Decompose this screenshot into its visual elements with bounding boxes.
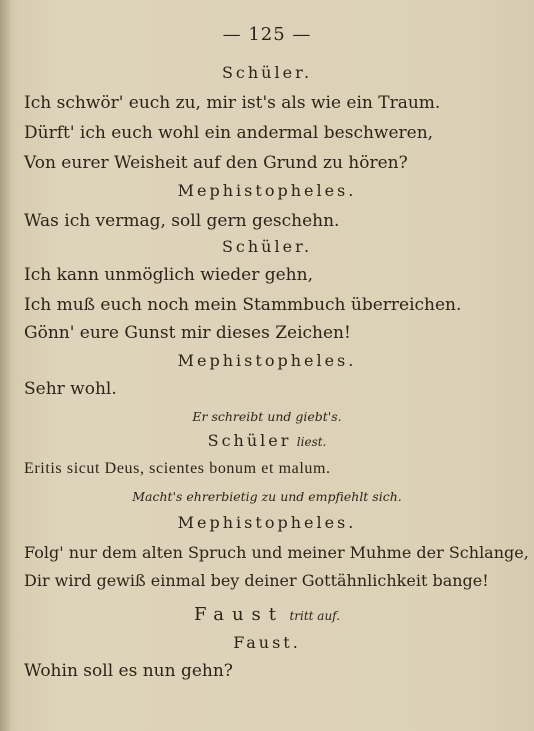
speaker-heading: Mephistopheles. xyxy=(177,181,357,200)
verse-line: Von eurer Weisheit auf den Grund zu hören? xyxy=(24,153,408,173)
speaker-with-direction xyxy=(0,604,534,627)
verse-line: Dürft' ich euch wohl ein andermal beschweren, xyxy=(24,123,434,143)
speaker-heading: Faust. xyxy=(233,633,301,652)
speaker-heading: Mephistopheles. xyxy=(177,351,357,370)
stage-direction: tritt auf. xyxy=(289,609,341,623)
speaker-heading: Faust xyxy=(193,604,285,625)
verse-line: Ich kann unmöglich wieder gehn, xyxy=(24,265,313,285)
speaker-heading: Schüler. xyxy=(221,63,313,82)
speaker-heading: Schüler xyxy=(207,431,292,450)
verse-line: Wohin soll es nun gehn? xyxy=(24,661,233,681)
speaker-with-direction xyxy=(0,430,534,453)
speaker-heading: Mephistopheles. xyxy=(177,513,357,532)
verse-line: Gönn' eure Gunst mir dieses Zeichen! xyxy=(24,323,351,343)
speaker-heading: Schüler. xyxy=(221,237,313,256)
verse-line: Ich schwör' euch zu, mir ist's als wie ein Traum. xyxy=(24,93,441,113)
stage-direction: Macht's ehrerbietig zu und empfiehlt sich. xyxy=(132,489,402,504)
verse-line: Folg' nur dem alten Spruch und meiner Muhme der Schlange, xyxy=(24,543,529,562)
verse-line: Was ich vermag, soll gern geschehn. xyxy=(24,211,340,231)
page-number: — 125 — xyxy=(222,24,312,45)
verse-line: Dir wird gewiß einmal bey deiner Gottähnlichkeit bange! xyxy=(24,571,489,590)
verse-line: Sehr wohl. xyxy=(24,379,117,399)
stage-direction: liest. xyxy=(296,435,327,449)
stage-direction: Er schreibt und giebt's. xyxy=(192,409,342,424)
verse-line: Ich muß euch noch mein Stammbuch überreichen. xyxy=(24,295,462,315)
latin-inscription: Eritis sicut Deus, scientes bonum et malum. xyxy=(24,460,331,477)
